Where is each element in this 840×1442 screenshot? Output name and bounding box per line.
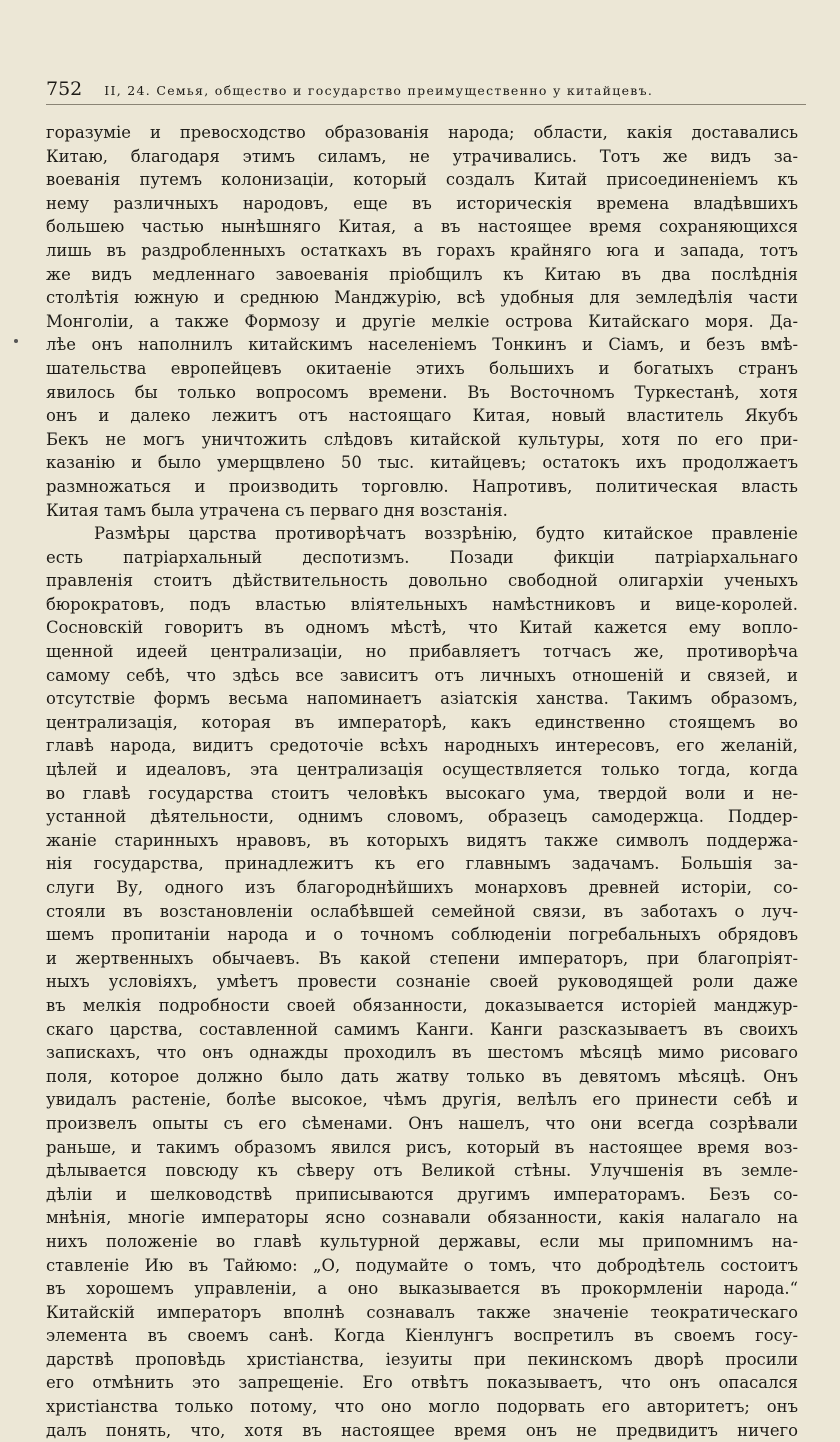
text-line: дарствѣ проповѣдь христіанства, іезуиты при пекинскомъ дворѣ просили xyxy=(46,1349,798,1369)
text-line: поля, которое должно было дать жатву только въ девятомъ мѣсяцѣ. Онъ xyxy=(46,1066,798,1086)
text-line: Китайскій императоръ вполнѣ сознавалъ также значеніе теократическаго xyxy=(46,1302,798,1322)
text-line: цѣлей и идеаловъ, эта централизація осуществляется только тогда, когда xyxy=(46,760,798,780)
text-line: бюрократовъ, подъ властью вліятельныхъ намѣстниковъ и вице-королей. xyxy=(46,594,798,614)
text-line: слуги Ву, одного изъ благороднѣйшихъ монарховъ древней исторіи, со- xyxy=(46,878,798,897)
text-line: устанной дѣятельности, однимъ словомъ, образецъ самодержца. Поддер- xyxy=(46,807,798,827)
text-line: шемъ пропитаніи народа и о точномъ соблюденіи погребальныхъ обрядовъ xyxy=(46,925,798,945)
text-line: лѣе онъ наполнилъ китайскимъ населеніемъ Тонкинъ и Сіамъ, и безъ вмѣ- xyxy=(46,335,798,355)
text-line: ныхъ условіяхъ, умѣетъ провести сознаніе своей руководящей роли даже xyxy=(46,972,798,992)
text-line: мнѣнія, многіе императоры ясно сознавали обязанности, какія налагало на xyxy=(46,1208,798,1228)
text-line: воеванія путемъ колонизаціи, который создалъ Китай присоединеніемъ къ xyxy=(46,170,798,190)
text-line: Размѣры царства противорѣчатъ воззрѣнію, будто китайское правленіе xyxy=(94,524,798,544)
text-line: его отмѣнить это запрещеніе. Его отвѣтъ показываетъ, что онъ опасался xyxy=(46,1373,798,1393)
text-line: во главѣ государства стоитъ человѣкъ высокаго ума, твердой воли и не- xyxy=(46,783,798,803)
text-line: въ хорошемъ управленіи, а оно выказывается въ прокормленіи народа.“ xyxy=(46,1279,798,1299)
text-line: нія государства, принадлежитъ къ его главнымъ задачамъ. Большія за- xyxy=(46,854,798,874)
text-line: главѣ народа, видитъ средоточіе всѣхъ народныхъ интересовъ, его желаній, xyxy=(46,736,798,756)
text-line: казанію и было умерщвлено 50 тыс. китайцевъ; остатокъ ихъ продолжаетъ xyxy=(46,453,798,473)
page-header xyxy=(46,78,806,105)
text-line: Монголіи, а также Формозу и другіе мелкіе острова Китайскаго моря. Да- xyxy=(46,311,798,331)
body-text xyxy=(46,121,798,1442)
text-line: увидалъ растеніе, болѣе высокое, чѣмъ другія, велѣлъ его принести себѣ и xyxy=(46,1090,798,1110)
text-line: онъ и далеко лежитъ отъ настоящаго Китая, новый властитель Якубъ xyxy=(46,406,798,426)
text-line: есть патріархальный деспотизмъ. Позади фикціи патріархальнаго xyxy=(46,547,798,567)
text-line: горазуміе и превосходство образованія народа; области, какія доставались xyxy=(46,123,798,142)
text-line: жаніе старинныхъ нравовъ, въ которыхъ видятъ также символъ поддержа- xyxy=(46,830,798,850)
text-line: щенной идеей централизаціи, но прибавляетъ тотчасъ же, противорѣча xyxy=(46,642,798,662)
running-title: II, 24. Семья, общество и государство преимущественно у китайцевъ. xyxy=(104,83,654,98)
text-line: нему различныхъ народовъ, еще въ историческія времена владѣвшихъ xyxy=(46,193,798,213)
text-line: дѣліи и шелководствѣ приписываются другимъ императорамъ. Безъ со- xyxy=(46,1184,798,1204)
text-line: правленія стоитъ дѣйствительность довольно свободной олигархіи ученыхъ xyxy=(46,571,798,591)
text-line: элемента въ своемъ санѣ. Когда Кіенлунгъ воспретилъ въ своемъ госу- xyxy=(46,1326,798,1346)
text-line: ставленіе Ию въ Тайюмо: „О, подумайте о томъ, что добродѣтель состоитъ xyxy=(46,1255,798,1275)
text-line: большею частью нынѣшняго Китая, а въ настоящее время сохраняющихся xyxy=(46,217,798,237)
text-line: запискахъ, что онъ однажды проходилъ въ шестомъ мѣсяцѣ мимо рисоваго xyxy=(46,1043,798,1063)
page-number: 752 xyxy=(46,78,83,100)
text-line: раньше, и такимъ образомъ явился рисъ, который въ настоящее время воз- xyxy=(46,1137,798,1157)
text-line: лишь въ раздробленныхъ остаткахъ въ горахъ крайняго юга и запада, тотъ xyxy=(46,240,798,260)
text-line: явилось бы только вопросомъ времени. Въ Восточномъ Туркестанѣ, хотя xyxy=(46,382,798,402)
text-line: же видъ медленнаго завоеванія пріобщилъ къ Китаю въ два послѣднія xyxy=(46,264,798,284)
text-line: Китая тамъ была утрачена съ перваго дня возстанія. xyxy=(46,500,508,520)
text-line: скаго царства, составленной самимъ Канги. Канги разсказываетъ въ своихъ xyxy=(46,1019,798,1039)
text-line: Китаю, благодаря этимъ силамъ, не утрачивались. Тотъ же видъ за- xyxy=(46,146,798,166)
text-line: Бекъ не могъ уничтожить слѣдовъ китайской культуры, хотя по его при- xyxy=(46,429,798,449)
text-line: въ мелкія подробности своей обязанности, доказывается исторіей манджур- xyxy=(46,995,798,1015)
text-line: дѣлывается повсюду къ сѣверу отъ Великой стѣны. Улучшенія въ земле- xyxy=(46,1161,798,1181)
text-line: нихъ положеніе во главѣ культурной державы, если мы припомнимъ на- xyxy=(46,1231,798,1251)
text-line: централизація, которая въ императорѣ, какъ единственно стоящемъ во xyxy=(46,712,798,732)
text-line: самому себѣ, что здѣсь все зависитъ отъ личныхъ отношеній и связей, и xyxy=(46,665,798,685)
text-line: Сосновскій говоритъ въ одномъ мѣстѣ, что Китай кажется ему вопло- xyxy=(46,618,798,638)
margin-dot xyxy=(14,339,18,343)
text-line: размножаться и производить торговлю. Напротивъ, политическая власть xyxy=(46,476,798,496)
text-line: столѣтія южную и среднюю Манджурію, всѣ удобныя для земледѣлія части xyxy=(46,288,798,308)
text-line: далъ понять, что, хотя въ настоящее время онъ не предвидитъ ничего xyxy=(46,1420,798,1440)
text-line: христіанства только потому, что оно могло подорвать его авторитетъ; онъ xyxy=(46,1397,798,1417)
text-line: шательства европейцевъ окитаеніе этихъ большихъ и богатыхъ странъ xyxy=(46,358,798,378)
text-line: произвелъ опыты съ его сѣменами. Онъ нашелъ, что они всегда созрѣвали xyxy=(46,1113,798,1133)
text-line: отсутствіе формъ весьма напоминаетъ азіатскія ханства. Такимъ образомъ, xyxy=(46,689,798,709)
text-line: стояли въ возстановленіи ослабѣвшей семейной связи, въ заботахъ о луч- xyxy=(46,901,798,921)
text-line: и жертвенныхъ обычаевъ. Въ какой степени императоръ, при благопріят- xyxy=(46,948,798,968)
